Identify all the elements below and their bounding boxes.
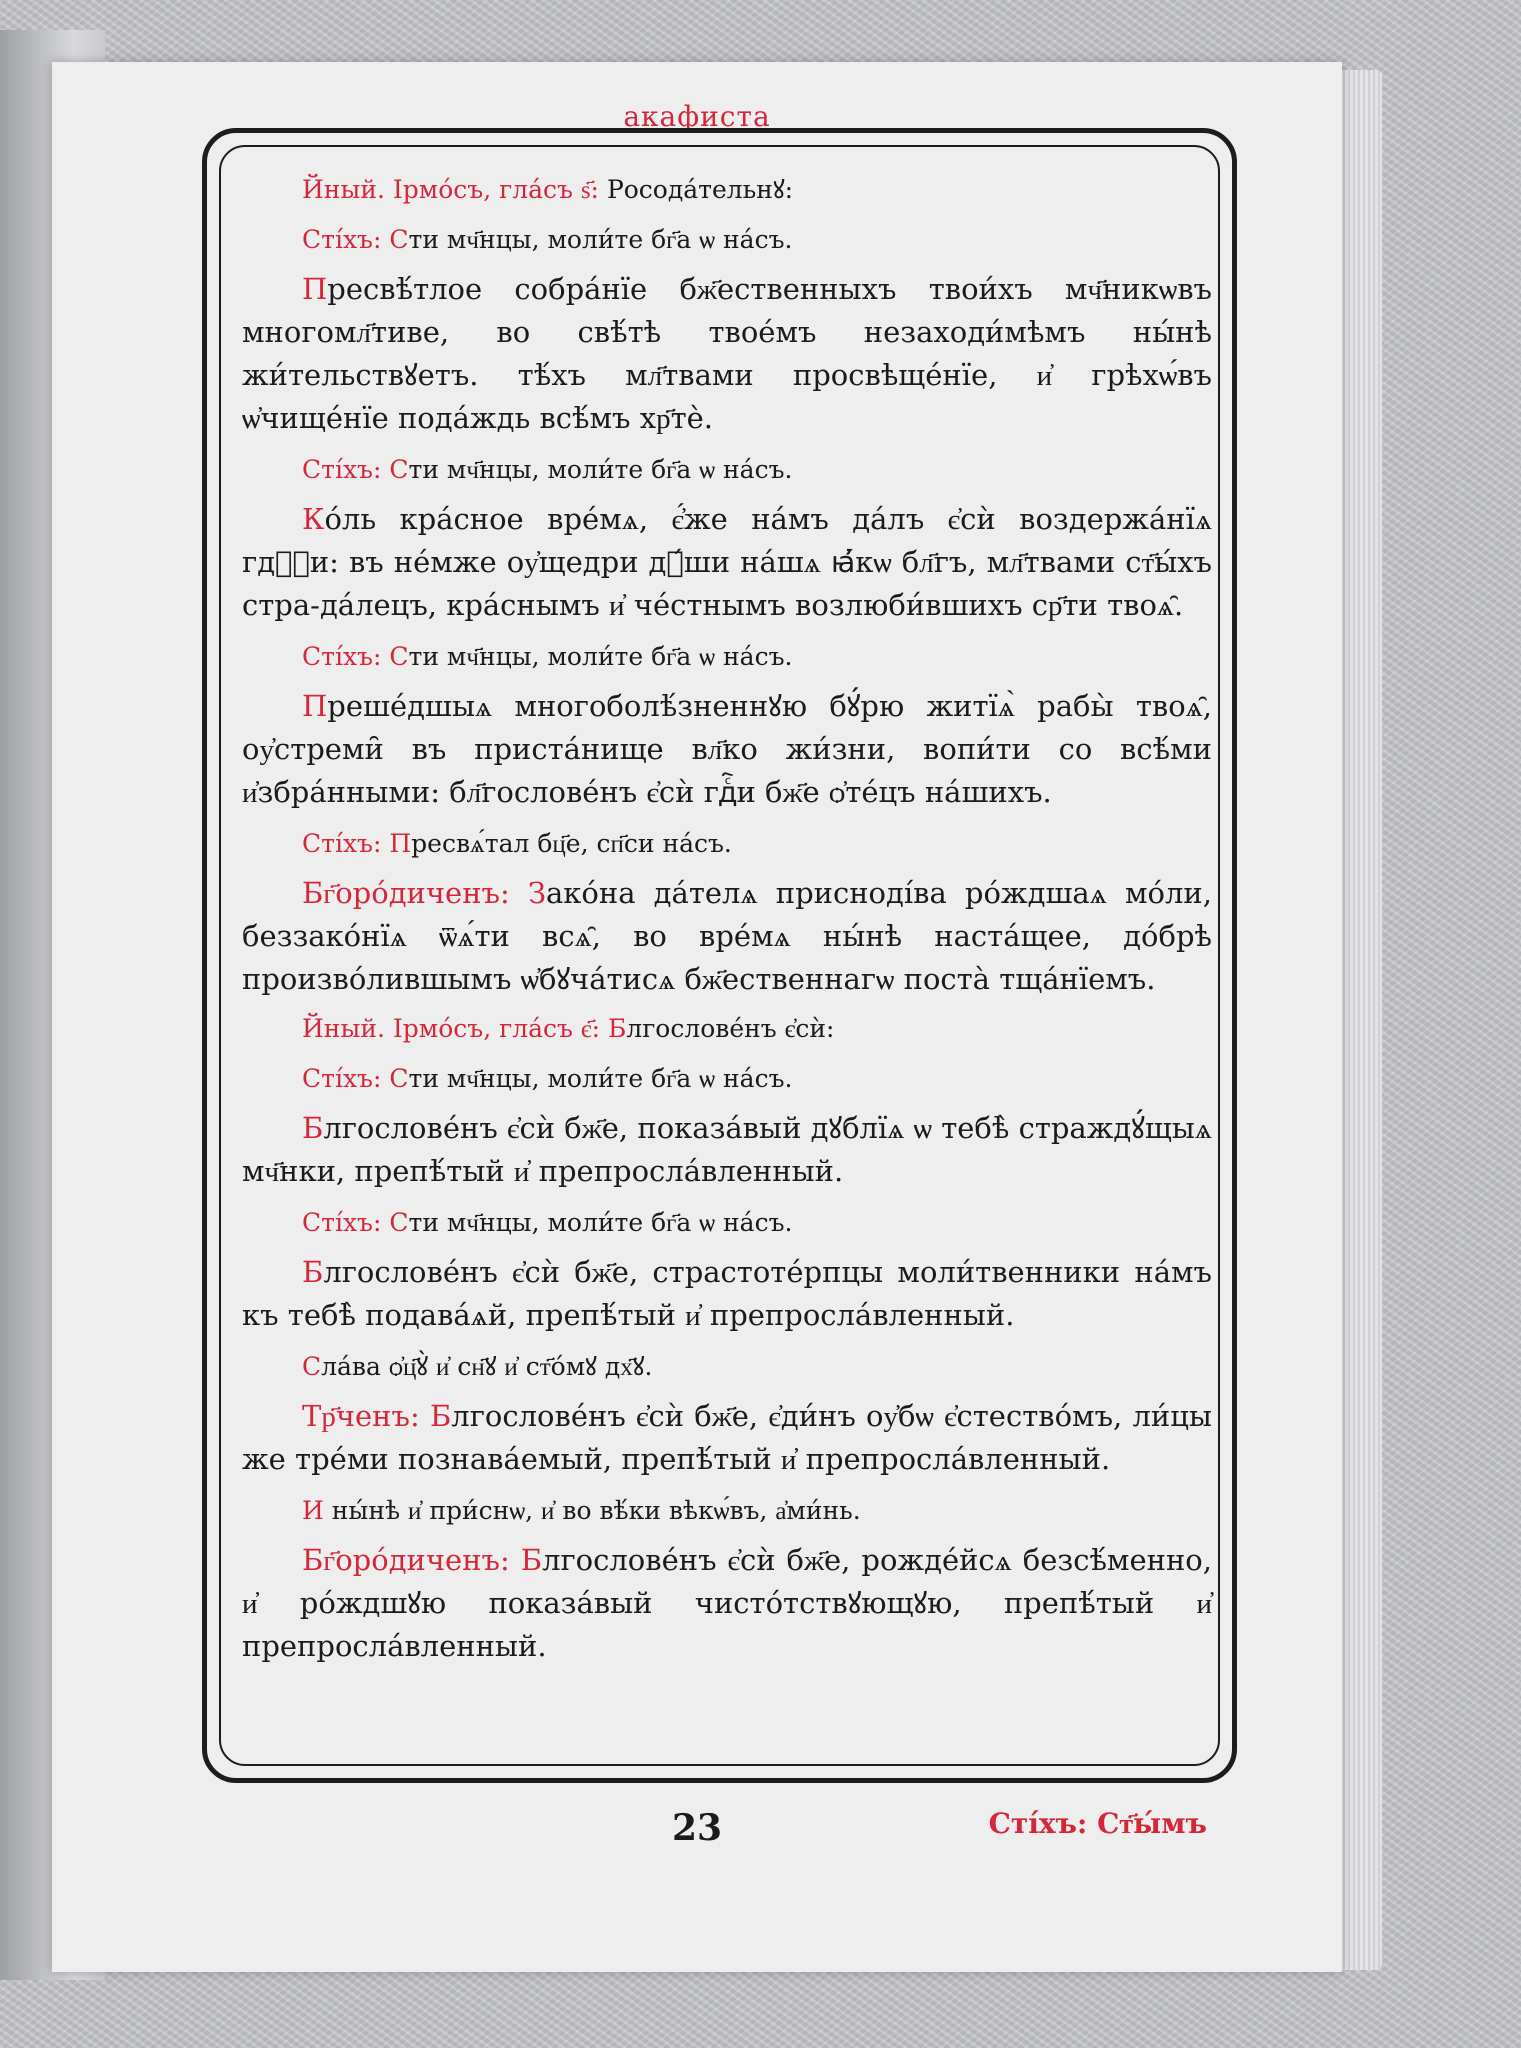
verse-line [242,1203,1212,1243]
body-text: ны́нѣ и҆ при́снѡ, и҆ во вѣ́ки вѣкѡ́въ, а҆ми́нь. [323,1496,861,1525]
red-rubric-text: К [302,502,325,536]
body-text: ресвѣ́тлое собра́нїе бж҃ественныхъ твои́хъ мч҃никѡвъ многомл҃тиве, во свѣ́тѣ твое́мъ незаходи́мѣмъ ны́нѣ жи́тельствꙋетъ. тѣ́хъ мл҃твами просвѣще́нїе, и҆ грѣхѡ́въ ѡ҆чище́нїе пода́ждь всѣ́мъ хр҃тѐ. [242,272,1212,435]
red-rubric-text: Сті́хъ: [302,642,390,671]
red-rubric-text: С [389,642,409,671]
red-rubric-text: Бг҃оро́диченъ: [302,876,528,910]
body-text: ти мч҃нцы, моли́те бг҃а ѡ на́съ. [408,1064,793,1093]
text-paragraph [242,498,1212,627]
verse-line [242,1059,1212,1099]
red-rubric-text: Б [302,1111,324,1145]
verse-line [242,1347,1212,1387]
verse-line [242,824,1212,864]
text-paragraph [242,268,1212,440]
text-paragraph [242,872,1212,1001]
verse-line [242,637,1212,677]
body-text: реше́дшыѧ многоболѣ́зненнꙋю бꙋ́рю житїѧ̀ рабы̀ твоѧ̑, оу҆стреми̑ въ приста́нище вл҃ко жи́зни, вопи́ти со всѣ́ми и҆збра́нными: бл҃гослове́нъ є҆сѝ гдⷭ҇и бж҃е ѻ҆те́цъ на́шихъ. [242,689,1212,809]
rubric-heading [242,1009,1212,1049]
text-paragraph [242,1107,1212,1193]
red-rubric-text: Б [302,1255,324,1289]
red-rubric-text: Б [520,1543,543,1577]
text-paragraph [242,685,1212,814]
body-text: ти мч҃нцы, моли́те бг҃а ѡ на́съ. [408,455,793,484]
body-text: лгослове́нъ є҆сѝ: [626,1014,835,1043]
red-rubric-text: С [389,225,409,254]
body-text: лгослове́нъ є҆сѝ бж҃е, страстоте́рпцы моли́твенники на́мъ къ тебѣ̀ подава́ѧй, препѣ́тый и҆ препросла́вленный. [242,1255,1212,1332]
red-rubric-text: Йный. Ірмо́съ, гла́съ ѕ҃: [302,175,607,204]
red-rubric-text: Тр҃ченъ: [302,1399,430,1433]
verse-line [242,220,1212,260]
text-paragraph [242,1539,1212,1668]
body-text: ти мч҃нцы, моли́те бг҃а ѡ на́съ. [408,642,793,671]
red-rubric-text: Бг҃оро́диченъ: [302,1543,521,1577]
red-rubric-text: С [302,1352,322,1381]
text-paragraph [242,1251,1212,1337]
running-head: акафиста [623,100,771,133]
body-text: ти мч҃нцы, моли́те бг҃а ѡ на́съ. [408,1208,793,1237]
text-paragraph [242,1395,1212,1481]
page-content [242,162,1212,1676]
catchword: Сті́хъ: Ст҃ы́мъ [988,1807,1207,1840]
page-number: 23 [671,1807,723,1849]
body-text: ти мч҃нцы, моли́те бг҃а ѡ на́съ. [408,225,793,254]
verse-line [242,1491,1212,1531]
verse-line [242,450,1212,490]
red-rubric-text: И [302,1496,324,1525]
red-rubric-text: П [302,689,328,723]
body-text: Росода́тельнꙋ: [606,175,794,204]
red-rubric-text: П [389,829,412,858]
body-text: лгослове́нъ є҆сѝ бж҃е, є҆ди́нъ оу҆бѡ є҆стество́мъ, ли́цы же тре́ми познава́емый, препѣ́тый и҆ препросла́вленный. [242,1399,1212,1476]
red-rubric-text: Сті́хъ: [302,829,390,858]
body-text: ресвѧ́тал бц҃е, сп҃си на́съ. [411,829,732,858]
red-rubric-text: Б [429,1399,452,1433]
body-text: лгослове́нъ є҆сѝ бж҃е, показа́вый дꙋблїѧ ѡ тебѣ̀ страждꙋ́щыѧ мч҃нки, препѣ́тый и҆ препросла́вленный. [242,1111,1212,1188]
body-text: ла́ва ѻ҆ц҃ꙋ̀ и҆ сн҃ꙋ и҆ ст҃о́мꙋ дх҃ꙋ. [321,1352,653,1381]
body-text: о́ль кра́сное вре́мѧ, є҆́же на́мъ да́лъ є҆сѝ воздержа́нїѧ гдⷭ҇и: въ не́мже оу҆щедри дꙋ́ши на́шѧ ꙗ҆́кѡ бл҃гъ, мл҃твами ст҃ы́хъ стра-да́лецъ, кра́снымъ и҆ че́стнымъ возлюби́вшихъ ср҃ти твоѧ̑. [242,502,1212,622]
red-rubric-text: П [302,272,328,306]
red-rubric-text: Сті́хъ: [302,225,390,254]
rubric-heading [242,170,1212,210]
red-rubric-text: Б [607,1014,627,1043]
red-rubric-text: З [527,876,547,910]
red-rubric-text: Йный. Ірмо́съ, гла́съ є҃: [302,1014,608,1043]
red-rubric-text: С [389,1208,409,1237]
body-text: лгослове́нъ є҆сѝ бж҃е, рожде́йсѧ безсѣ́менно, и҆ ро́ждшꙋю показа́вый чисто́тствꙋющꙋю, препѣ́тый и҆ препросла́вленный. [242,1543,1212,1663]
red-rubric-text: Сті́хъ: [302,455,390,484]
red-rubric-text: Сті́хъ: [302,1208,390,1237]
red-rubric-text: С [389,1064,409,1093]
body-text: ако́на да́телѧ присноді́ва ро́ждшаѧ мо́ли, беззако́нїѧ ѿѧ́ти всѧ̑, во вре́мѧ ны́нѣ наста́щее, до́брѣ произво́лившымъ ѡ҆бꙋча́тисѧ бж҃ественнагѡ поста̀ тща́нїемъ. [242,876,1212,996]
book-page [52,62,1342,1972]
red-rubric-text: С [389,455,409,484]
red-rubric-text: Сті́хъ: [302,1064,390,1093]
